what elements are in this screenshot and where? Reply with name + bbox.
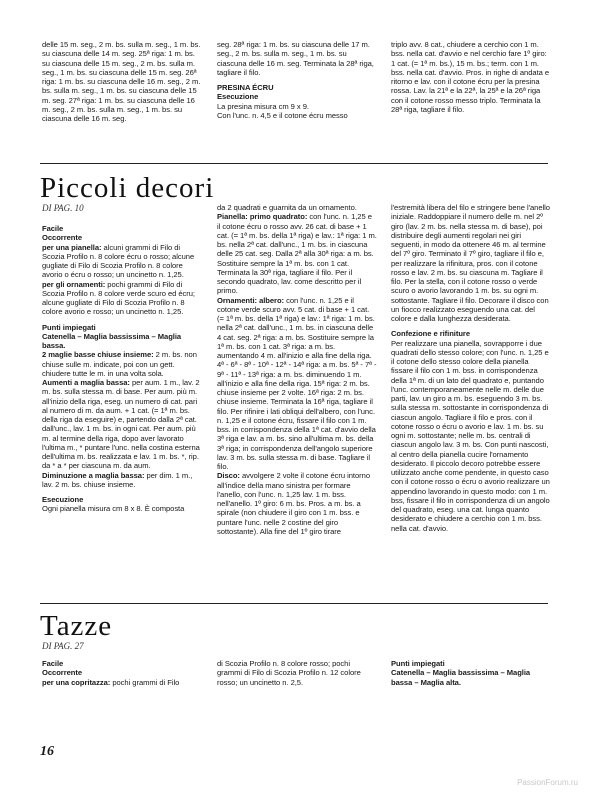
presina-heading: PRESINA ÉCRU [217, 83, 274, 92]
paragraph [42, 495, 202, 504]
paragraph-lead: Confezione e rifiniture [391, 329, 471, 339]
top-column-2 [217, 40, 377, 120]
paragraph-text: per dim. 1 m., lav. 2 m. bs. chiuse insieme. [42, 470, 193, 489]
paragraph-lead: Punti impiegati [42, 322, 96, 332]
paragraph-text: pochi grammi di Filo di Scozia Profilo n. 8 colore verde scuro ed écru; alcune gugliate di Filo di Scozia Profilo n. 8 colore avorio e rosso; un uncinetto n. 1,25. [42, 279, 195, 317]
paragraph [42, 332, 202, 351]
paragraph [217, 471, 377, 536]
paragraph [42, 678, 202, 687]
paragraph-lead: Pianella: primo quadrato: [217, 212, 308, 222]
paragraph-text: Ogni pianella misura cm 8 x 8. È composta [42, 504, 185, 514]
paragraph-text: con l'unc. n. 1,25 e il cotone verde scuro avv. 5 cat. di base + 1 cat. (= 1ª m. bs. della 1ª riga) e lav.: 1ª riga: 1 m. bs. nella 2ª cat. dall'unc., 1 m. bs. in ciascuna delle 4 cat. seg. 2ª riga: a m. bs. Sostituire sempre la 1ª m. bs. con 1 cat. 3ª riga: a m. bs. aumentando 4 m. all'inizio e alla fine della riga. 4ª - 6ª - 8ª - 10ª - 12ª - 14ª riga: a m. bs. 5ª - 7ª - 9ª - 11ª - 13ª riga: a m. bs. diminuendo 1 m. all'inizio e alla fine della riga. 15ª riga: 2 m. bs. chiuse insieme per 2 volte. 16ª riga: 2 m. bs. chiuse insieme. Terminata la 16ª riga, tagliare il filo. Per rifinire i lati obliqui dell'albero, con l'unc. n. 1,25 e il cotone écru, fissare il filo con 1 m. bss. in corrispondenza della 1ª cat. d'avvio della 3ª riga e lav. a m. bs. sino all'ultima m. bs. della 3ª riga; in corrispondenza dell'angolo superiore lav. 3 m. bs. sulla stessa m. di base. Tagliare il filo. [217, 295, 377, 471]
paragraph-lead: per una copritazza: [42, 677, 111, 687]
paragraph-lead: Catenella – Maglia bassissima – Maglia bassa – Maglia alta. [391, 668, 531, 687]
section1-column-3 [391, 203, 551, 533]
paragraph-lead: Facile [42, 659, 64, 668]
paragraph [42, 504, 202, 513]
paragraph-text: pochi grammi di Filo [110, 677, 180, 687]
paragraph-lead: per gli ornamenti: [42, 279, 106, 289]
paragraph [42, 323, 202, 332]
paragraph [42, 233, 202, 242]
section-title-tazze: Tazze [40, 610, 113, 642]
paragraph-text: per aum. 1 m., lav. 2 m. bs. sulla stessa m. di base. Per aum. più m. all'inizio della riga, eseg. un numero di cat. pari al numero di m. da aum. + 1 cat. (= 1ª m. bs. della riga da eseguire) e, partendo dalla 2ª cat. dall'unc., lav. 1 m. bs. in ogni cat. Per aum. più m. al termine della riga, dopo aver lavorato l'ultima m., * puntare l'unc. nella costina esterna dell'ultima m. bs. realizzata e lav. 1 m. bs. *, rip. da * a * per ciascuna m. da aum. [42, 378, 200, 471]
paragraph [42, 224, 202, 233]
paragraph-lead: Punti impiegati [391, 659, 445, 668]
paragraph-text: alcuni grammi di Filo di Scozia Profilo n. 8 colore écru o rosso; alcune gugliate di Filo di Scozia Profilo n. 8 colore avorio o écru o rosso; un uncinetto n. 1,25. [42, 242, 195, 280]
paragraph-lead: Ornamenti: albero: [217, 295, 285, 305]
paragraph [42, 668, 202, 677]
section-title-piccoli-decori: Piccoli decori [40, 172, 215, 204]
section2-column-1 [42, 659, 202, 687]
paragraph-text: da 2 quadrati e guarnita da un ornamento. [217, 203, 357, 212]
paragraph-lead: per una pianella: [42, 242, 102, 252]
paragraph [391, 339, 551, 533]
paragraph-lead: Facile [42, 224, 64, 233]
section-subtitle-1: DI PAG. 10 [42, 203, 84, 213]
paragraph-lead: Aumenti a maglia bassa: [42, 378, 130, 387]
paragraph-text: l'estremità libera del filo e stringere bene l'anello iniziale. Raddoppiare il numero delle m. nel 2º giro (lav. 2 m. bs. nella stessa m. di base), poi distribuire degli aumenti regolari nei giri seguenti, in modo da ottenere 46 m. al termine del 7º giro. Terminato il 7º giro, tagliare il filo e, per realizzare la rifinitura, pros. con il cotone rosso e lav. 2 m. bs. su ciascuna m. Tagliare il filo. Per la stella, con il cotone rosso o verde scuro o avorio lavorando 1 m. bs. su ogni m. sottostante. Tagliare il filo. Decorare il disco con un fiocco realizzato eseguendo una cat. del colore e dalla lunghezza desiderata. [391, 203, 550, 323]
presina-esecuzione: Esecuzione [217, 92, 259, 102]
paragraph [217, 203, 377, 212]
paragraph [391, 659, 551, 668]
divider-1 [40, 163, 548, 164]
paragraph-lead: 2 maglie basse chiuse insieme: [42, 350, 154, 360]
section-subtitle-2: DI PAG. 27 [42, 641, 84, 651]
paragraph [391, 203, 551, 323]
section2-column-2 [217, 659, 377, 687]
paragraph [42, 350, 202, 378]
paragraph [42, 659, 202, 668]
paragraph [217, 212, 377, 295]
paragraph [391, 668, 551, 687]
paragraph [42, 471, 202, 490]
top-col2-text: seg. 28ª riga: 1 m. bs. su ciascuna delle 17 m. seg., 2 m. bs. sulla m. seg., 1 m. bs. su ciascuna delle 16 m. seg. Terminata la 28ª riga, tagliare il filo. [217, 40, 374, 77]
paragraph-lead: Esecuzione [42, 495, 84, 504]
paragraph-lead: Occorrente [42, 233, 83, 243]
paragraph-lead: Catenella – Maglia bassissima – Maglia bassa. [42, 331, 182, 350]
section2-column-3 [391, 659, 551, 687]
paragraph-text: Per realizzare una pianella, sovrapporre i due quadrati dello stesso colore; con l'unc. n. 1,25 e il cotone dello stesso colore della pianella fissare il filo con 1 m. bss. in corrispondenza della 1ª m. di un lato del quadrato e, puntando l'unc. contemporaneamente nelle m. delle due parti, lav. un giro a m. bs. eseguendo 3 m. bs. sulla stessa m. sottostante in corrispondenza di ciascun angolo. Tagliare il filo e pros. con il cotone rosso o écru o avorio e lav. 1 m. bs. su ogni m. sottostante; nelle m. bs. centrali di ciascun angolo lav. 3 m. bs. Con punti nascosti, al centro della pianella cucire l'ornamento desiderato. Il piccolo decoro potrebbe essere utilizzato anche come pendente, in questo caso con il cotone rosso o écru o avorio realizzare un appendino lavorando in questo modo: con 1 m. bss, fissare il filo in corrispondenza di un angolo del quadrato, eseg. una cat. lunga quanto desiderato e chiudere a cerchio con 1 m. bss. nella cat. d'avvio. [391, 338, 550, 533]
paragraph-text: con l'unc. n. 1,25 e il cotone écru o rosso avv. 26 cat. di base + 1 cat. (= 1ª m. bs. della 1ª riga) e lav.: 1ª riga: 1 m. bs. nella 2ª cat. dall'unc., 1 m. bs. in ciascuna delle 25 cat. seg. Dalla 2ª alla 30ª riga: a m. bs. Sostituire sempre la 1ª m. bs. con 1 cat. Terminata la 30ª riga, tagliare il filo. Per il secondo quadrato, lav. come descritto per il primo. [217, 212, 377, 296]
paragraph-text: 2 m. bs. non chiuse sulle m. indicate, poi con un gett. chiudere tutte le m. in una volta sola. [42, 350, 197, 378]
paragraph-lead: Occorrente [42, 668, 83, 678]
page-number: 16 [40, 744, 54, 759]
paragraph-lead: Disco: [217, 471, 240, 481]
paragraph-lead: Diminuzione a maglia bassa: [42, 470, 145, 480]
top-col1-text: delle 15 m. seg., 2 m. bs. sulla m. seg., 1 m. bs. su ciascuna delle 14 m. seg. 25ª riga: 1 m. bs. su ciascuna delle 15 m. seg., 2 m. bs. sulla m. seg., 1 m. bs. su ciascuna delle 15 m. seg. 26ª riga: 1 m. bs. su ciascuna delle 16 m. seg., 2 m. bs. sulla m. seg., 1 m. bs. su ciascuna delle 15 m. seg. 27ª riga: 1 m. bs. su ciascuna delle 16 m. seg., 2 m. bs. sulla m. seg., 1 m. bs. su ciascuna delle 16 m. seg. [42, 40, 201, 123]
paragraph [217, 659, 377, 687]
presina-text: La presina misura cm 9 x 9. Con l'unc. n. 4,5 e il cotone écru messo [217, 101, 348, 120]
paragraph [391, 329, 551, 338]
divider-2 [40, 603, 548, 604]
top-col3-text: triplo avv. 8 cat., chiudere a cerchio con 1 m. bss. nella cat. d'avvio e nel cerchio fare 1º giro: 1 cat. (= 1ª m. bs.), 15 m. bs.; term. con 1 m. bss. nella cat. d'avvio. Pros. in righe di andata e ritorno e lav. con il cotone écru per la presina rossa. Lav. la 21ª e la 22ª, la 25ª e la 26ª riga con il cotone rosso messo triplo. Terminata la 28ª riga, tagliare il filo. [391, 40, 550, 114]
section1-column-1 [42, 224, 202, 514]
paragraph-text: di Scozia Profilo n. 8 colore rosso; pochi grammi di Filo di Scozia Profilo n. 12 colore rosso; un uncinetto n. 2,5. [217, 659, 361, 687]
top-column-1 [42, 40, 202, 123]
paragraph-text: avvolgere 2 volte il cotone écru intorno all'indice della mano sinistra per formare l'anello, con l'unc. n. 1,25 lav. 1 m. bss. nell'anello. 1º giro: 6 m. bs. Pros. a m. bs. a spirale (non chiudere il giro con 1 m. bss. e puntare l'unc. nelle 2 costine del giro sottostante). Alla fine del 1º giro tirare [217, 471, 370, 536]
paragraph [42, 280, 202, 317]
paragraph [42, 243, 202, 280]
watermark: PassionForum.ru [517, 778, 578, 787]
paragraph [42, 378, 202, 471]
paragraph [217, 296, 377, 472]
top-column-3 [391, 40, 551, 114]
section1-column-2 [217, 203, 377, 536]
